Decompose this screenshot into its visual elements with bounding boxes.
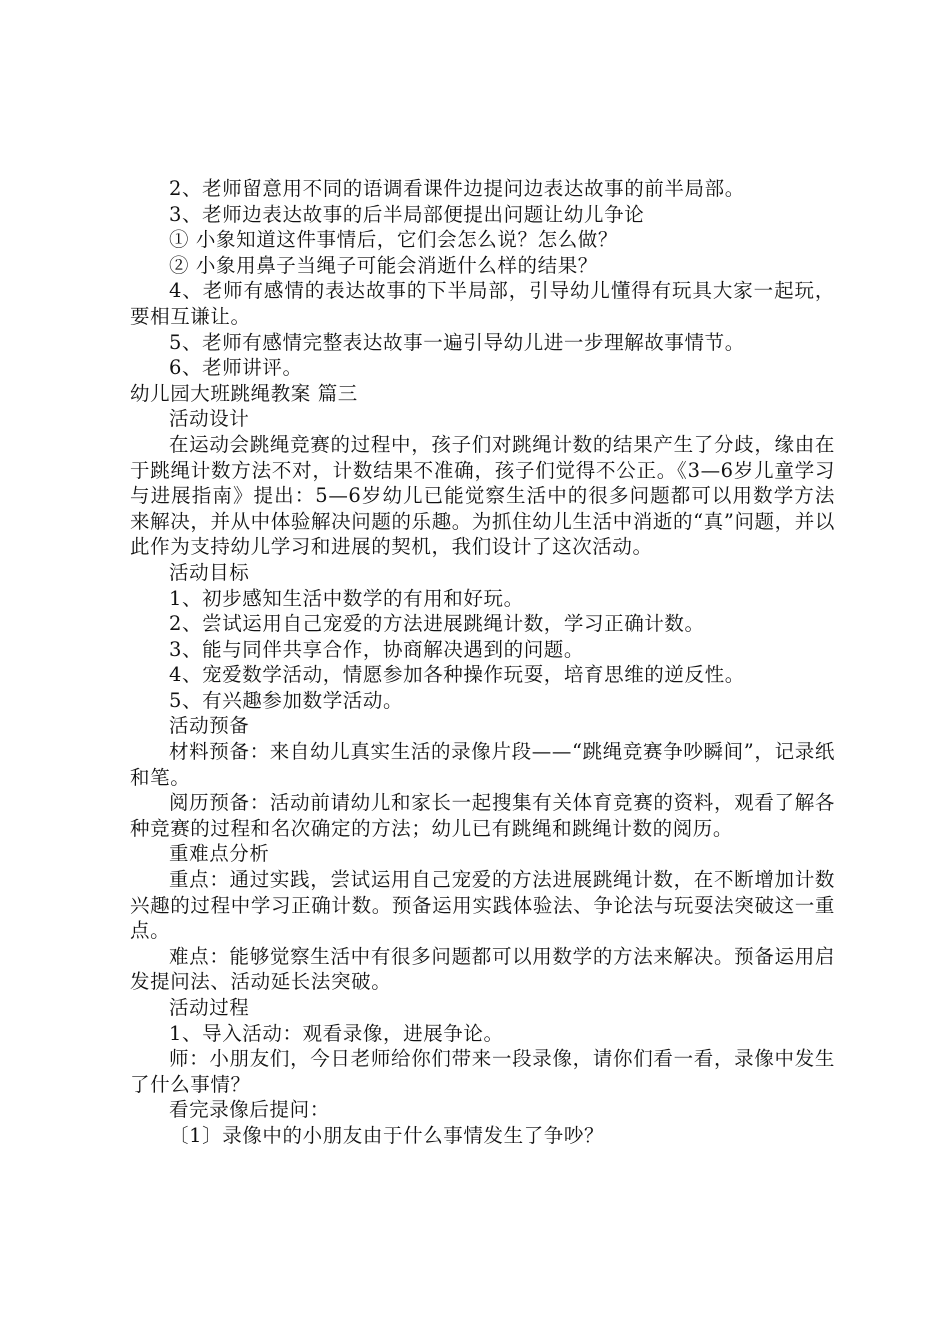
paragraph: 难点：能够觉察生活中有很多问题都可以用数学的方法来解决。预备运用启发提问法、活动延长法突破。 (130, 944, 835, 994)
paragraph: 3、能与同伴共享合作，协商解决遇到的问题。 (169, 637, 585, 661)
paragraph: 6、老师讲评。 (169, 356, 303, 380)
subsection-heading: 重难点分析 (169, 842, 270, 866)
paragraph: ② 小象用鼻子当绳子可能会消逝什么样的结果？ (169, 253, 598, 277)
subsection-heading: 活动设计 (169, 407, 250, 431)
paragraph: 在运动会跳绳竞赛的过程中，孩子们对跳绳计数的结果产生了分歧，缘由在于跳绳计数方法不对，计数结果不准确，孩子们觉得不公正。《3—6岁儿童学习与进展指南》提出：5—6岁幼儿已能觉察生活中的很多问题都可以用数学方法来解决，并从中体验解决问题的乐趣。为抓住幼儿生活中消逝的“真”问题，并以此作为支持幼儿学习和进展的契机，我们设计了这次活动。 (130, 432, 835, 559)
document-page (130, 176, 835, 1149)
paragraph: 2、老师留意用不同的语调看课件边提问边表达故事的前半局部。 (169, 177, 745, 200)
paragraph: 重点：通过实践，尝试运用自己宠爱的方法进展跳绳计数，在不断增加计数兴趣的过程中学习正确计数。预备运用实践体验法、争论法与玩耍法突破这一重点。 (130, 868, 835, 943)
paragraph: 阅历预备：活动前请幼儿和家长一起搜集有关体育竞赛的资料，观看了解各种竞赛的过程和名次确定的方法；幼儿已有跳绳和跳绳计数的阅历。 (130, 791, 835, 840)
paragraph: 3、老师边表达故事的后半局部便提出问题让幼儿争论 (169, 202, 645, 226)
subsection-heading: 活动过程 (169, 996, 250, 1019)
subsection-heading: 活动目标 (169, 560, 250, 584)
paragraph: ① 小象知道这件事情后，它们会怎么说？怎么做？ (169, 228, 618, 252)
paragraph: 5、有兴趣参加数学活动。 (169, 688, 404, 712)
paragraph: 看完录像后提问： (169, 1098, 330, 1122)
paragraph: 4、宠爱数学活动，情愿参加各种操作玩耍，培育思维的逆反性。 (169, 663, 745, 687)
subsection-heading: 活动预备 (169, 714, 250, 738)
paragraph: 材料预备：来自幼儿真实生活的录像片段——“跳绳竞赛争吵瞬间”，记录纸和笔。 (130, 740, 835, 789)
paragraph: 1、导入活动：观看录像，进展争论。 (169, 1021, 504, 1045)
paragraph: 5、老师有感情完整表达故事一遍引导幼儿进一步理解故事情节。 (169, 330, 745, 354)
section-title: 幼儿园大班跳绳教案 篇三 (130, 381, 358, 405)
paragraph: 1、初步感知生活中数学的有用和好玩。 (169, 586, 524, 610)
paragraph: 师：小朋友们，今日老师给你们带来一段录像，请你们看一看，录像中发生了什么事情？ (130, 1047, 835, 1096)
paragraph: 2、尝试运用自己宠爱的方法进展跳绳计数，学习正确计数。 (169, 612, 705, 636)
paragraph: 〔1〕录像中的小朋友由于什么事情发生了争吵？ (169, 1123, 605, 1147)
paragraph: 4、老师有感情的表达故事的下半局部，引导幼儿懂得有玩具大家一起玩，要相互谦让。 (130, 279, 835, 328)
